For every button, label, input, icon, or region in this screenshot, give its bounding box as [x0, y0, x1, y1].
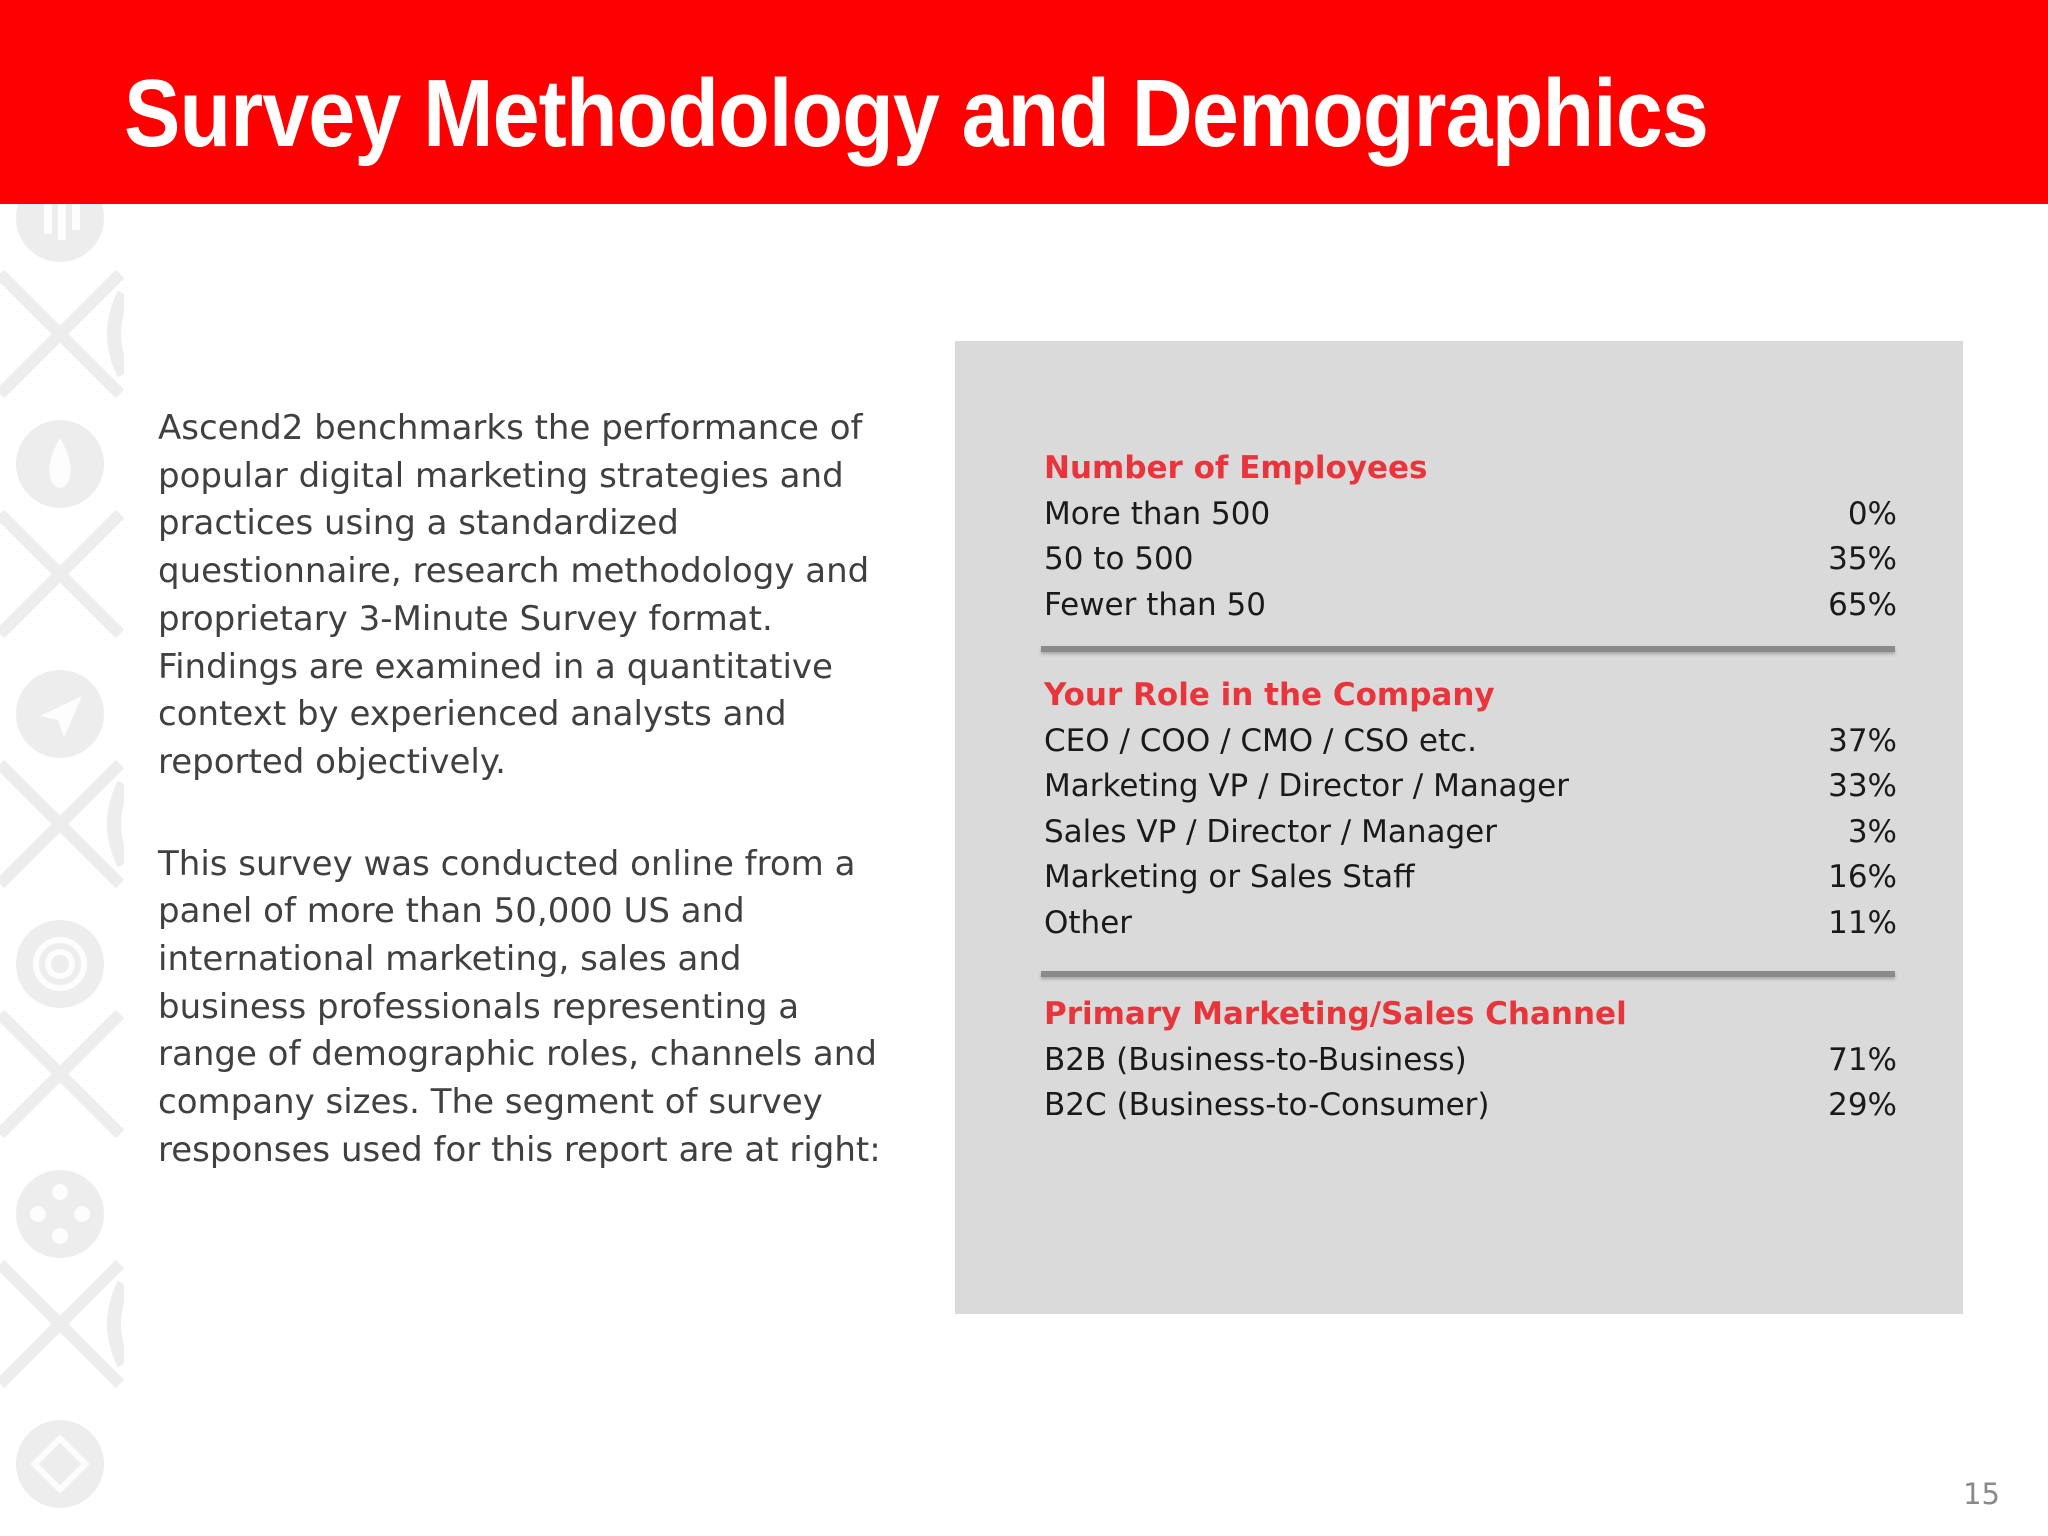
channel-section — [1044, 992, 1897, 1129]
row-value: 0% — [1847, 495, 1897, 532]
flower-circle-icon — [16, 1170, 104, 1258]
methodology-text — [158, 405, 898, 1175]
cross-pattern-icon — [0, 1264, 120, 1384]
demographics-panel — [955, 341, 1963, 1314]
table-row — [1044, 855, 1897, 901]
row-value: 35% — [1828, 541, 1897, 577]
decorative-icon-pattern — [0, 204, 124, 1536]
spiral-circle-icon — [16, 920, 104, 1008]
row-label: More than 500 — [1044, 495, 1271, 532]
table-row — [1044, 810, 1897, 856]
table-row — [1044, 537, 1897, 583]
cross-pattern-icon — [0, 274, 120, 394]
section-divider — [1041, 646, 1895, 652]
table-row — [1044, 492, 1897, 538]
panel-description-paragraph: This survey was conducted online from a panel of more than 50,000 US and international marketing, sales and business professionals representing a range of demographic roles, channels and company sizes. The segment of survey responses used for this report are at right: — [158, 843, 881, 1170]
methodology-paragraph: Ascend2 benchmarks the performance of popular digital marketing strategies and practices using a standardized questionnaire, research methodology and proprietary 3-Minute Survey format. Findings are examined in a quantitative context by experienced analysts and reported objectively. — [158, 408, 870, 782]
row-label: Marketing VP / Director / Manager — [1044, 768, 1569, 804]
page-number: 15 — [1963, 1477, 2000, 1511]
row-value: 16% — [1828, 859, 1897, 895]
row-value: 3% — [1847, 813, 1897, 850]
cross-pattern-icon — [0, 1014, 120, 1134]
row-value: 37% — [1828, 722, 1897, 759]
page-title: Survey Methodology and Demographics — [124, 60, 1708, 167]
row-label: B2C (Business-to-Consumer) — [1044, 1087, 1490, 1123]
cross-pattern-icon — [0, 514, 120, 634]
table-row — [1044, 901, 1897, 947]
row-label: B2B (Business-to-Business) — [1044, 1041, 1467, 1078]
table-row — [1044, 1038, 1897, 1084]
row-label: 50 to 500 — [1044, 541, 1194, 577]
row-value: 65% — [1828, 586, 1897, 623]
diamond-circle-icon — [16, 1420, 104, 1508]
table-row — [1044, 764, 1897, 810]
row-label: Sales VP / Director / Manager — [1044, 813, 1497, 850]
row-label: Other — [1044, 904, 1133, 941]
table-row — [1044, 1083, 1897, 1129]
row-label: CEO / COO / CMO / CSO etc. — [1044, 722, 1478, 759]
row-label: Marketing or Sales Staff — [1044, 859, 1415, 895]
table-row — [1044, 719, 1897, 765]
role-section — [1044, 673, 1897, 946]
row-value: 33% — [1828, 768, 1897, 804]
row-label: Fewer than 50 — [1044, 586, 1266, 623]
employees-section — [1044, 446, 1897, 628]
row-value: 71% — [1828, 1041, 1897, 1078]
section-heading: Your Role in the Company — [1044, 677, 1495, 713]
row-value: 11% — [1828, 904, 1897, 941]
section-heading: Primary Marketing/Sales Channel — [1044, 996, 1627, 1032]
cross-pattern-icon — [0, 764, 120, 884]
section-heading: Number of Employees — [1044, 450, 1428, 486]
row-value: 29% — [1828, 1087, 1897, 1123]
table-row — [1044, 583, 1897, 629]
section-divider — [1041, 971, 1895, 977]
